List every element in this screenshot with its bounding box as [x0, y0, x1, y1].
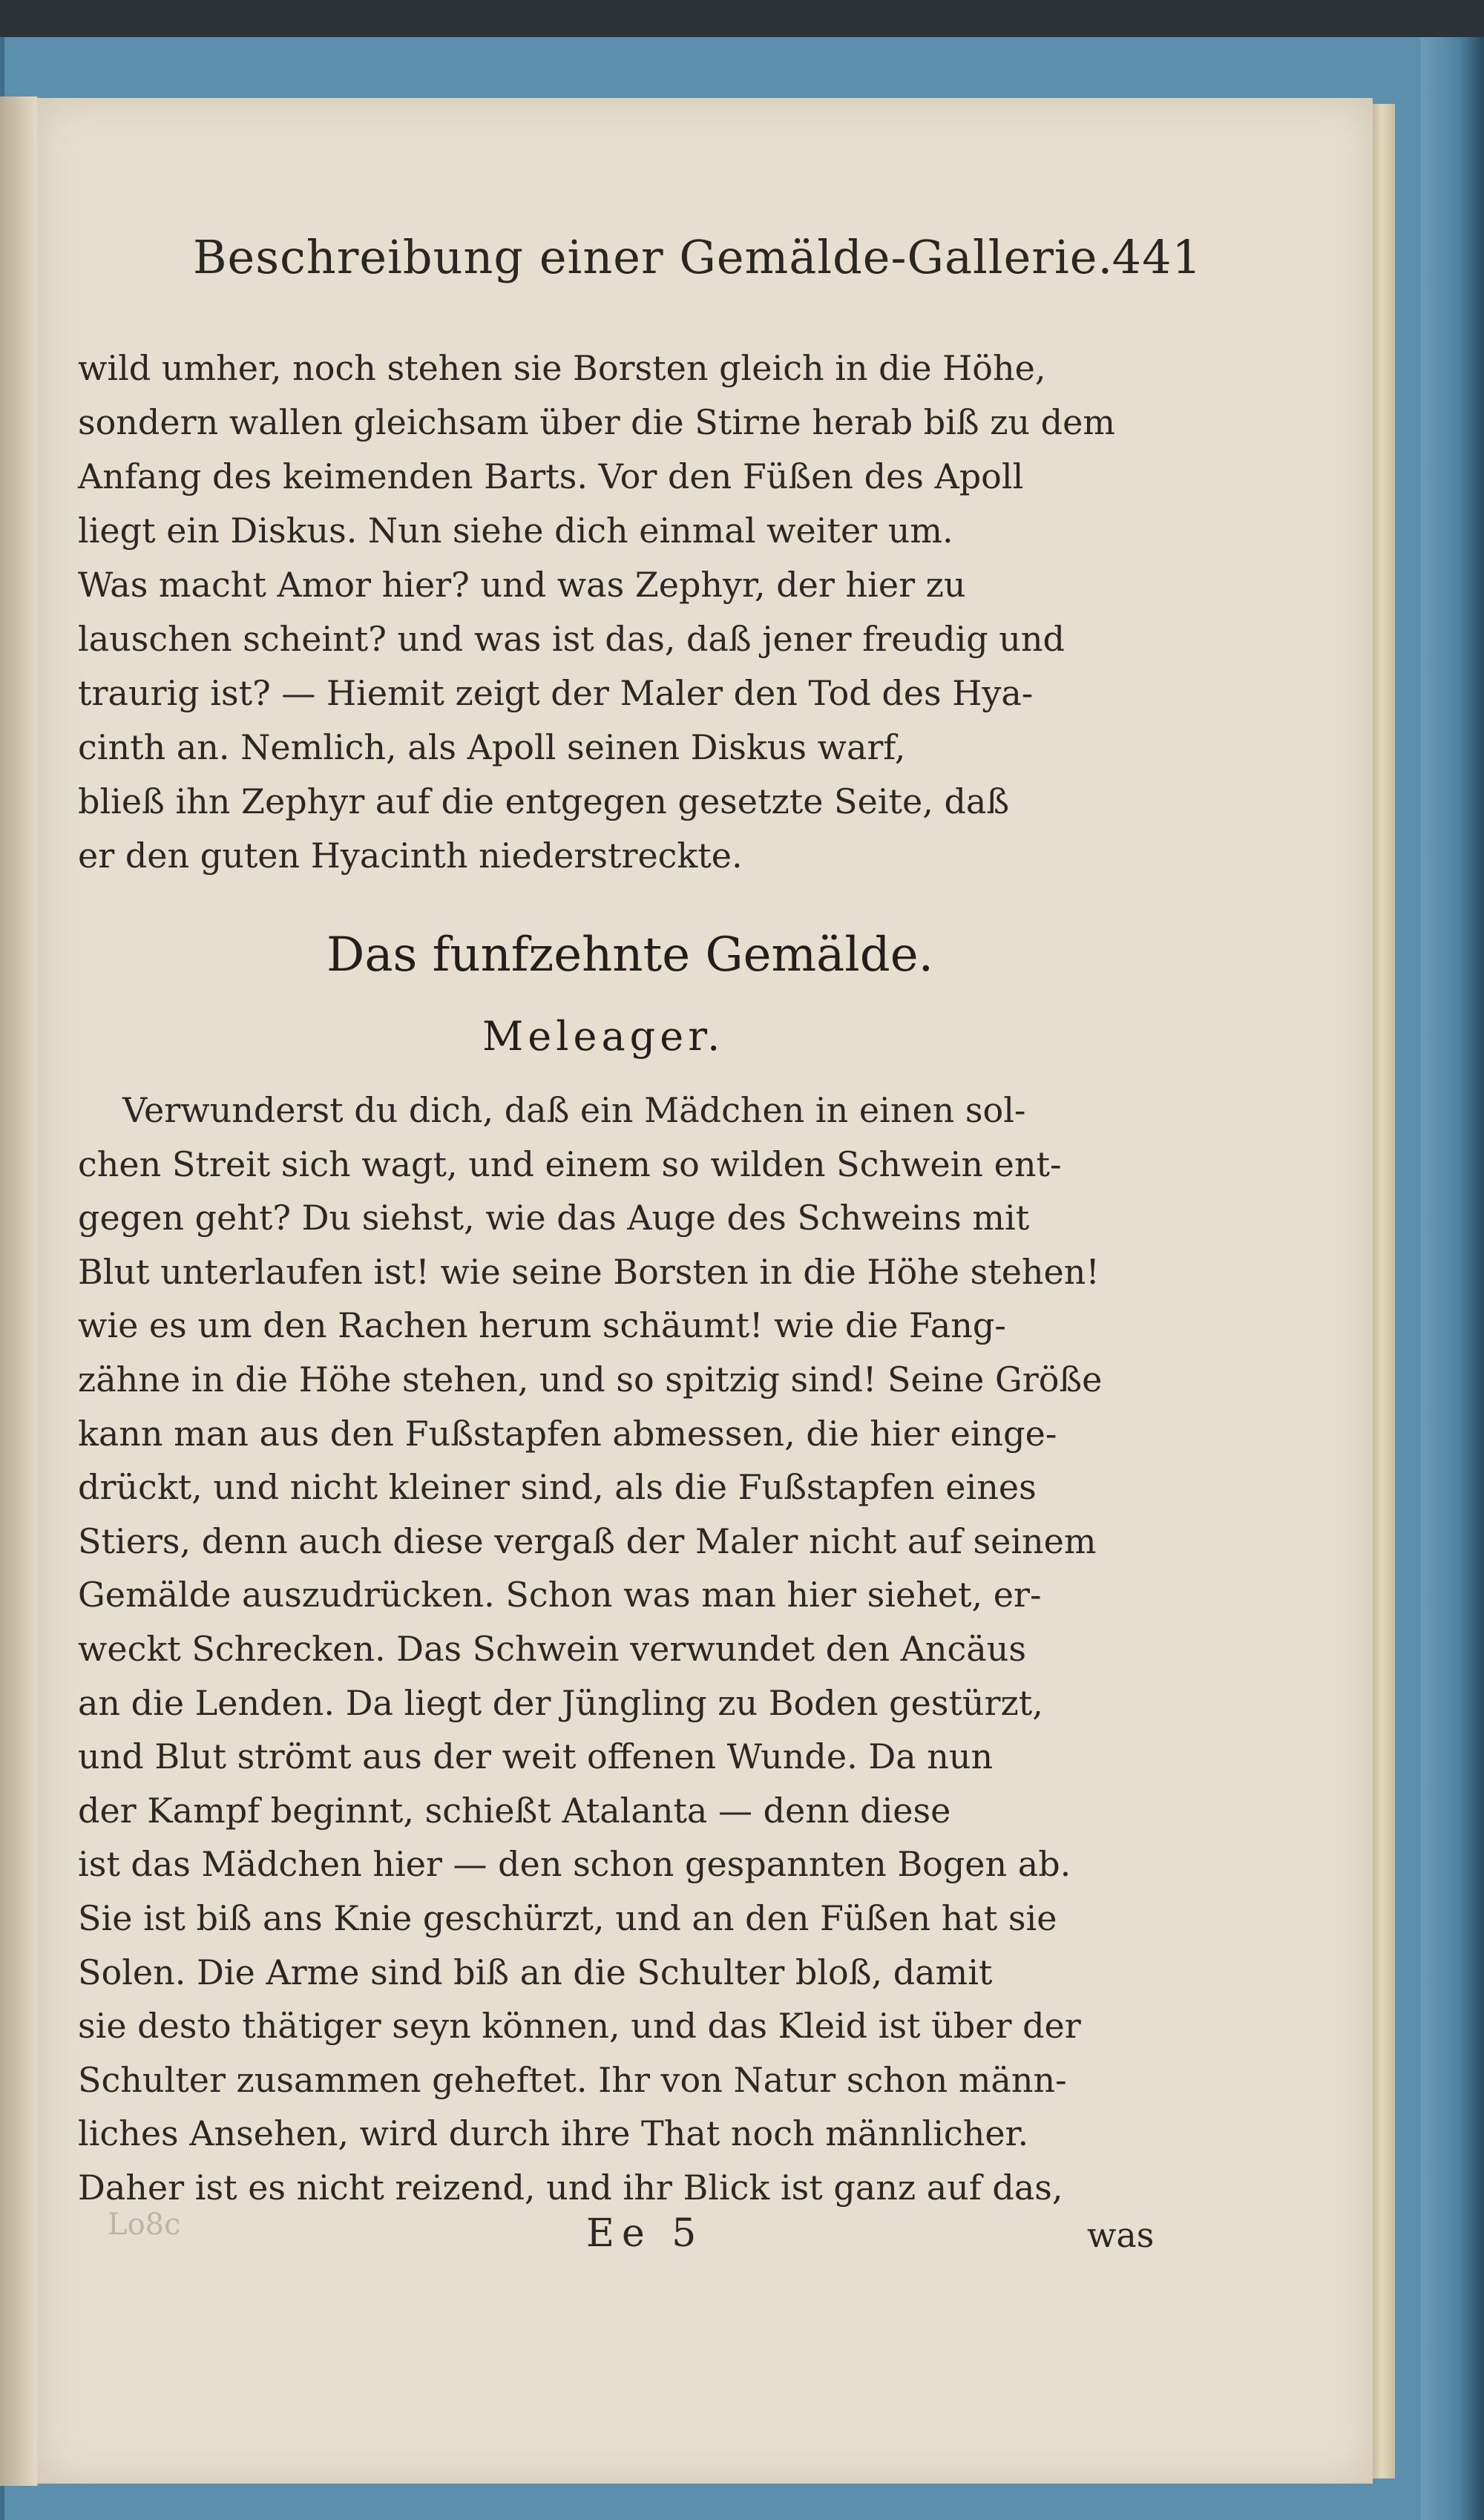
section-subtitle: Meleager.: [482, 1013, 725, 1060]
text-line: zähne in die Höhe stehen, und so spitzig sind! Seine Größe: [78, 1359, 1103, 1400]
text-line: Blut unterlaufen ist! wie seine Borsten in die Höhe stehen!: [78, 1251, 1100, 1292]
text-line: Gemälde auszudrücken. Schon was man hier siehet, er-: [78, 1575, 1042, 1615]
text-line: chen Streit sich wagt, und einem so wilden Schwein ent-: [78, 1143, 1062, 1184]
text-line: an die Lenden. Da liegt der Jüngling zu Boden gestürzt,: [78, 1682, 1043, 1723]
text-line: liegt ein Diskus. Nun siehe dich einmal weiter um.: [78, 511, 953, 551]
text-line: wie es um den Rachen herum schäumt! wie die Fang-: [78, 1305, 1006, 1346]
text-line: Anfang des keimenden Barts. Vor den Füßen des Apoll: [78, 456, 1024, 496]
signature-mark: Ee 5: [586, 2211, 704, 2256]
page-edge: [1373, 104, 1395, 2478]
library-stamp: Lo8c: [108, 2208, 181, 2242]
text-line: Daher ist es nicht reizend, und ihr Blick ist ganz auf das,: [78, 2167, 1063, 2208]
running-header: [193, 230, 1202, 284]
paragraph-1: [78, 341, 1161, 883]
page-spine: [0, 96, 39, 2486]
text-line: der Kampf beginnt, schießt Atalanta — denn diese: [78, 1790, 951, 1831]
text-line: sondern wallen gleichsam über die Stirne herab biß zu dem: [78, 402, 1115, 442]
text-line: weckt Schrecken. Das Schwein verwundet den Ancäus: [78, 1628, 1026, 1669]
text-line: kann man aus den Fußstapfen abmessen, die hier einge-: [78, 1413, 1057, 1454]
text-line: Schulter zusammen geheftet. Ihr von Natur schon männ-: [78, 2059, 1067, 2100]
text-line: wild umher, noch stehen sie Borsten gleich in die Höhe,: [78, 348, 1046, 388]
text-line: sie desto thätiger seyn können, und das Kleid ist über der: [78, 2006, 1081, 2047]
page-number: 441: [1112, 230, 1202, 284]
running-title: Beschreibung einer Gemälde-Gallerie.: [193, 230, 1114, 284]
text-line: Verwunderst du dich, daß ein Mädchen in einen sol-: [122, 1090, 1026, 1130]
text-line: und Blut strömt aus der weit offenen Wunde. Da nun: [78, 1736, 994, 1777]
text-line: lauschen scheint? und was ist das, daß jener freudig und: [78, 619, 1066, 659]
text-line: ist das Mädchen hier — den schon gespannten Bogen ab.: [78, 1844, 1071, 1885]
text-line: Solen. Die Arme sind biß an die Schulter bloß, damit: [78, 1952, 993, 1992]
text-line: er den guten Hyacinth niederstreckte.: [78, 836, 743, 876]
section-title: Das funfzehnte Gemälde.: [326, 928, 933, 982]
text-line: liches Ansehen, wird durch ihre That noch männlicher.: [78, 2113, 1029, 2154]
text-line: bließ ihn Zephyr auf die entgegen gesetzte Seite, daß: [78, 781, 1010, 821]
text-line: traurig ist? — Hiemit zeigt der Maler den Tod des Hya-: [78, 673, 1034, 713]
cover-edge: [1421, 37, 1484, 2520]
text-line: Sie ist biß ans Knie geschürzt, und an den Füßen hat sie: [78, 1897, 1057, 1938]
paragraph-2: [78, 1083, 1161, 2214]
text-line: drückt, und nicht kleiner sind, als die Fußstapfen eines: [78, 1467, 1037, 1508]
text-line: cinth an. Nemlich, als Apoll seinen Diskus warf,: [78, 727, 906, 767]
text-line: Stiers, denn auch diese vergaß der Maler nicht auf seinem: [78, 1520, 1097, 1561]
text-line: Was macht Amor hier? und was Zephyr, der hier zu: [78, 565, 966, 605]
catchword: was: [1087, 2215, 1155, 2255]
text-line: gegen geht? Du siehst, wie das Auge des Schweins mit: [78, 1198, 1030, 1238]
